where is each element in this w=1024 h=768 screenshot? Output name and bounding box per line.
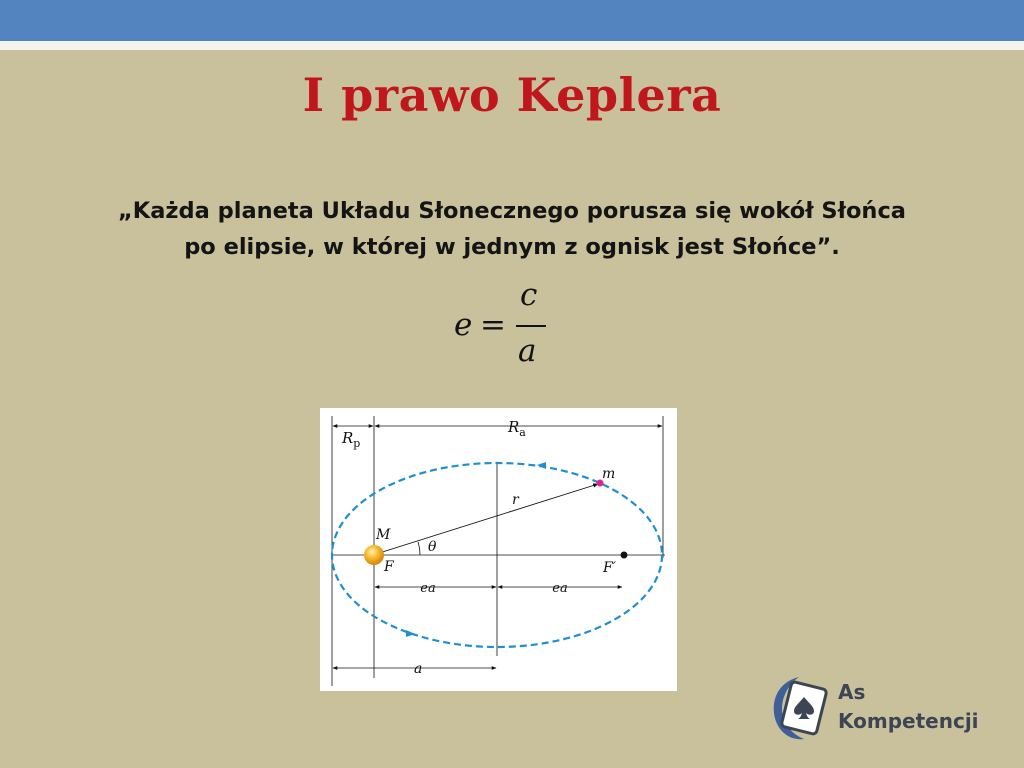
ea-left-label: ea <box>420 581 436 596</box>
fraction-bar <box>516 325 546 327</box>
formula-equals: = <box>480 307 506 343</box>
orbit-direction-arrow-bottom <box>406 630 415 637</box>
spade-card-icon <box>768 673 830 743</box>
top-header-bar <box>0 0 1024 41</box>
rp-label: $R_p$ <box>342 429 361 450</box>
formula-numerator: c <box>520 277 538 313</box>
semi-major-label: a <box>414 661 423 677</box>
formula-denominator: a <box>518 333 537 369</box>
radius-vector <box>376 484 598 554</box>
orbit-direction-arrow-top <box>537 462 546 469</box>
kepler-law-quote <box>40 193 984 265</box>
second-focus-dot <box>621 552 628 559</box>
radius-label: r <box>512 492 519 508</box>
header-stripe <box>0 41 1024 50</box>
as-kompetencji-logo <box>768 670 1008 750</box>
logo-text <box>838 678 979 736</box>
theta-label: θ <box>428 539 437 555</box>
focus2-label: F′ <box>603 560 616 576</box>
ra-label: $R_a$ <box>508 418 526 439</box>
focus1-label: F <box>384 559 394 575</box>
ellipse-orbit-diagram <box>320 408 677 691</box>
sun-mass-label: M <box>376 527 391 543</box>
logo-line-2: Kompetencji <box>838 709 979 733</box>
formula-lhs: e <box>454 307 473 343</box>
eccentricity-formula <box>450 277 560 378</box>
sun-icon <box>364 545 384 565</box>
slide-title: I prawo Keplera <box>302 68 722 122</box>
quote-line-1: „Każda planeta Układu Słonecznego porusza się wokół Słońca <box>118 198 906 224</box>
logo-line-1: As <box>838 680 866 704</box>
orbit-svg <box>320 408 677 691</box>
planet-label: m <box>602 466 616 482</box>
quote-line-2: po elipsie, w której w jednym z ognisk jest Słońce”. <box>184 234 840 260</box>
theta-arc <box>418 542 420 555</box>
ea-right-label: ea <box>552 581 568 596</box>
